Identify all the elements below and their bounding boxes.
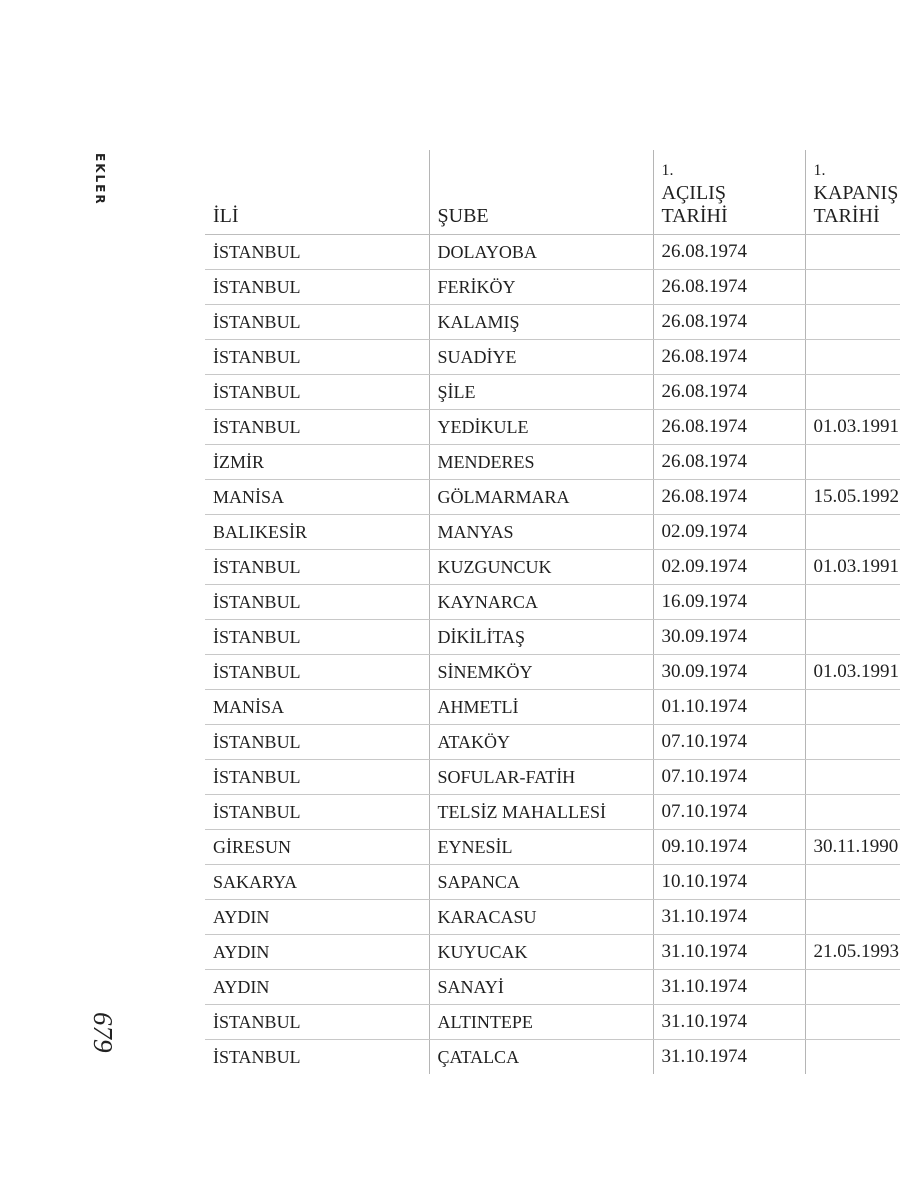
cell-sube: KUZGUNCUK — [429, 550, 653, 585]
cell-sube: DOLAYOBA — [429, 235, 653, 270]
cell-acilis-date: 31.10.1974 — [653, 1040, 805, 1075]
cell-kapanis-date — [805, 585, 900, 620]
cell-kapanis-date — [805, 1040, 900, 1075]
table-row — [205, 235, 900, 270]
cell-kapanis-date — [805, 270, 900, 305]
cell-acilis-date: 07.10.1974 — [653, 760, 805, 795]
cell-kapanis-date — [805, 865, 900, 900]
cell-acilis-date: 26.08.1974 — [653, 480, 805, 515]
table-row — [205, 865, 900, 900]
header-sube-label: ŞUBE — [437, 205, 489, 227]
cell-kapanis-date — [805, 235, 900, 270]
header-acilis-label-2: TARİHİ — [661, 205, 728, 227]
header-kapanis — [805, 150, 900, 235]
table-row — [205, 900, 900, 935]
table-row — [205, 655, 900, 690]
table-row — [205, 760, 900, 795]
cell-il: İSTANBUL — [213, 1047, 301, 1067]
cell-il: MANİSA — [205, 480, 429, 515]
header-sube — [429, 150, 653, 235]
table-row — [205, 585, 900, 620]
header-il — [205, 150, 429, 235]
cell-il: AYDIN — [205, 900, 429, 935]
cell-sube: YEDİKULE — [429, 410, 653, 445]
table-row — [205, 690, 900, 725]
cell-kapanis-date: 01.03.1991 — [805, 550, 900, 585]
cell-il: AYDIN — [205, 935, 429, 970]
cell-acilis-date: 26.08.1974 — [653, 445, 805, 480]
cell-kapanis-date: 15.05.1992 — [805, 480, 900, 515]
cell-il: SAKARYA — [205, 865, 429, 900]
table-row — [205, 445, 900, 480]
header-acilis-number: 1. — [661, 162, 674, 179]
cell-kapanis-date — [805, 795, 900, 830]
cell-kapanis-date — [805, 690, 900, 725]
header-acilis — [653, 150, 805, 235]
cell-acilis-date: 10.10.1974 — [653, 865, 805, 900]
page-number: 679 — [88, 1012, 118, 1053]
cell-sube: ATAKÖY — [429, 725, 653, 760]
header-il-label: İLİ — [213, 205, 239, 227]
table-row — [205, 935, 900, 970]
cell-sube: KUYUCAK — [429, 935, 653, 970]
cell-il: İSTANBUL — [205, 585, 429, 620]
table-row — [205, 725, 900, 760]
cell-il: GİRESUN — [205, 830, 429, 865]
cell-acilis-date: 26.08.1974 — [653, 235, 805, 270]
cell-sube: GÖLMARMARA — [429, 480, 653, 515]
cell-kapanis-date — [805, 760, 900, 795]
cell-il: İSTANBUL — [205, 305, 429, 340]
table-body — [205, 235, 900, 1075]
cell-acilis-date: 16.09.1974 — [653, 585, 805, 620]
cell-acilis-date: 26.08.1974 — [653, 410, 805, 445]
cell-sube: KALAMIŞ — [429, 305, 653, 340]
table-row — [205, 340, 900, 375]
header-kapanis-label-2: TARİHİ — [813, 205, 880, 227]
cell-sube: SİNEMKÖY — [429, 655, 653, 690]
cell-acilis-date: 26.08.1974 — [653, 340, 805, 375]
cell-kapanis-date: 01.03.1991 — [805, 410, 900, 445]
cell-acilis-date: 01.10.1974 — [653, 690, 805, 725]
cell-acilis-date: 02.09.1974 — [653, 550, 805, 585]
cell-acilis-date: 26.08.1974 — [653, 375, 805, 410]
cell-sube: FERİKÖY — [429, 270, 653, 305]
header-kapanis-label-1: KAPANIŞ — [813, 182, 899, 204]
cell-il: AYDIN — [205, 970, 429, 1005]
cell-sube: ŞİLE — [429, 375, 653, 410]
cell-sube: AHMETLİ — [429, 690, 653, 725]
cell-acilis-date: 09.10.1974 — [653, 830, 805, 865]
cell-sube: MANYAS — [429, 515, 653, 550]
cell-acilis-date: 31.10.1974 — [653, 970, 805, 1005]
cell-sube: SUADİYE — [429, 340, 653, 375]
cell-sube: SOFULAR-FATİH — [429, 760, 653, 795]
cell-il: İSTANBUL — [205, 795, 429, 830]
cell-kapanis-date — [805, 970, 900, 1005]
table-row — [205, 1040, 900, 1075]
table-row — [205, 830, 900, 865]
cell-acilis-date: 07.10.1974 — [653, 795, 805, 830]
table-header-row — [205, 150, 900, 235]
table-row — [205, 620, 900, 655]
table-row — [205, 795, 900, 830]
cell-sube: SANAYİ — [429, 970, 653, 1005]
header-kapanis-number: 1. — [813, 162, 826, 179]
cell-sube: SAPANCA — [429, 865, 653, 900]
cell-il: İSTANBUL — [205, 375, 429, 410]
table-row — [205, 305, 900, 340]
cell-il: BALIKESİR — [205, 515, 429, 550]
cell-kapanis-date: 30.11.1990 — [805, 830, 900, 865]
cell-il: İSTANBUL — [205, 340, 429, 375]
cell-sube: DİKİLİTAŞ — [429, 620, 653, 655]
cell-acilis-date: 31.10.1974 — [653, 935, 805, 970]
cell-sube: KAYNARCA — [429, 585, 653, 620]
cell-kapanis-date — [805, 445, 900, 480]
cell-il: İSTANBUL — [205, 235, 429, 270]
cell-kapanis-date: 01.03.1991 — [805, 655, 900, 690]
cell-il: İSTANBUL — [205, 410, 429, 445]
table-row — [205, 410, 900, 445]
cell-il: İSTANBUL — [205, 1005, 429, 1040]
cell-kapanis-date: 21.05.1993 — [805, 935, 900, 970]
table-row — [205, 550, 900, 585]
cell-acilis-date: 31.10.1974 — [653, 1005, 805, 1040]
cell-acilis-date: 26.08.1974 — [653, 270, 805, 305]
cell-il: İSTANBUL — [205, 270, 429, 305]
cell-il: İSTANBUL — [205, 725, 429, 760]
cell-sube: ALTINTEPE — [429, 1005, 653, 1040]
cell-kapanis-date — [805, 620, 900, 655]
section-label: EKLER — [93, 153, 107, 206]
cell-kapanis-date — [805, 1005, 900, 1040]
cell-sube: KARACASU — [429, 900, 653, 935]
table-row — [205, 515, 900, 550]
cell-il: İSTANBUL — [205, 620, 429, 655]
cell-kapanis-date — [805, 725, 900, 760]
cell-acilis-date: 26.08.1974 — [653, 305, 805, 340]
cell-kapanis-date — [805, 900, 900, 935]
cell-acilis-date: 31.10.1974 — [653, 900, 805, 935]
cell-il: İZMİR — [205, 445, 429, 480]
cell-kapanis-date — [805, 340, 900, 375]
cell-sube: TELSİZ MAHALLESİ — [429, 795, 653, 830]
table-row — [205, 270, 900, 305]
cell-il: MANİSA — [205, 690, 429, 725]
table-row — [205, 970, 900, 1005]
table-row — [205, 1005, 900, 1040]
cell-sube: MENDERES — [429, 445, 653, 480]
cell-acilis-date: 07.10.1974 — [653, 725, 805, 760]
header-acilis-label-1: AÇILIŞ — [661, 182, 726, 204]
cell-acilis-date: 30.09.1974 — [653, 655, 805, 690]
cell-sube: ÇATALCA — [429, 1040, 653, 1075]
cell-il: İSTANBUL — [205, 550, 429, 585]
branch-table — [205, 150, 900, 1074]
cell-il: İSTANBUL — [205, 760, 429, 795]
cell-acilis-date: 30.09.1974 — [653, 620, 805, 655]
cell-acilis-date: 02.09.1974 — [653, 515, 805, 550]
cell-il: İSTANBUL — [205, 655, 429, 690]
table-row — [205, 375, 900, 410]
cell-kapanis-date — [805, 305, 900, 340]
cell-sube: EYNESİL — [429, 830, 653, 865]
table-row — [205, 480, 900, 515]
cell-kapanis-date — [805, 515, 900, 550]
cell-kapanis-date — [805, 375, 900, 410]
